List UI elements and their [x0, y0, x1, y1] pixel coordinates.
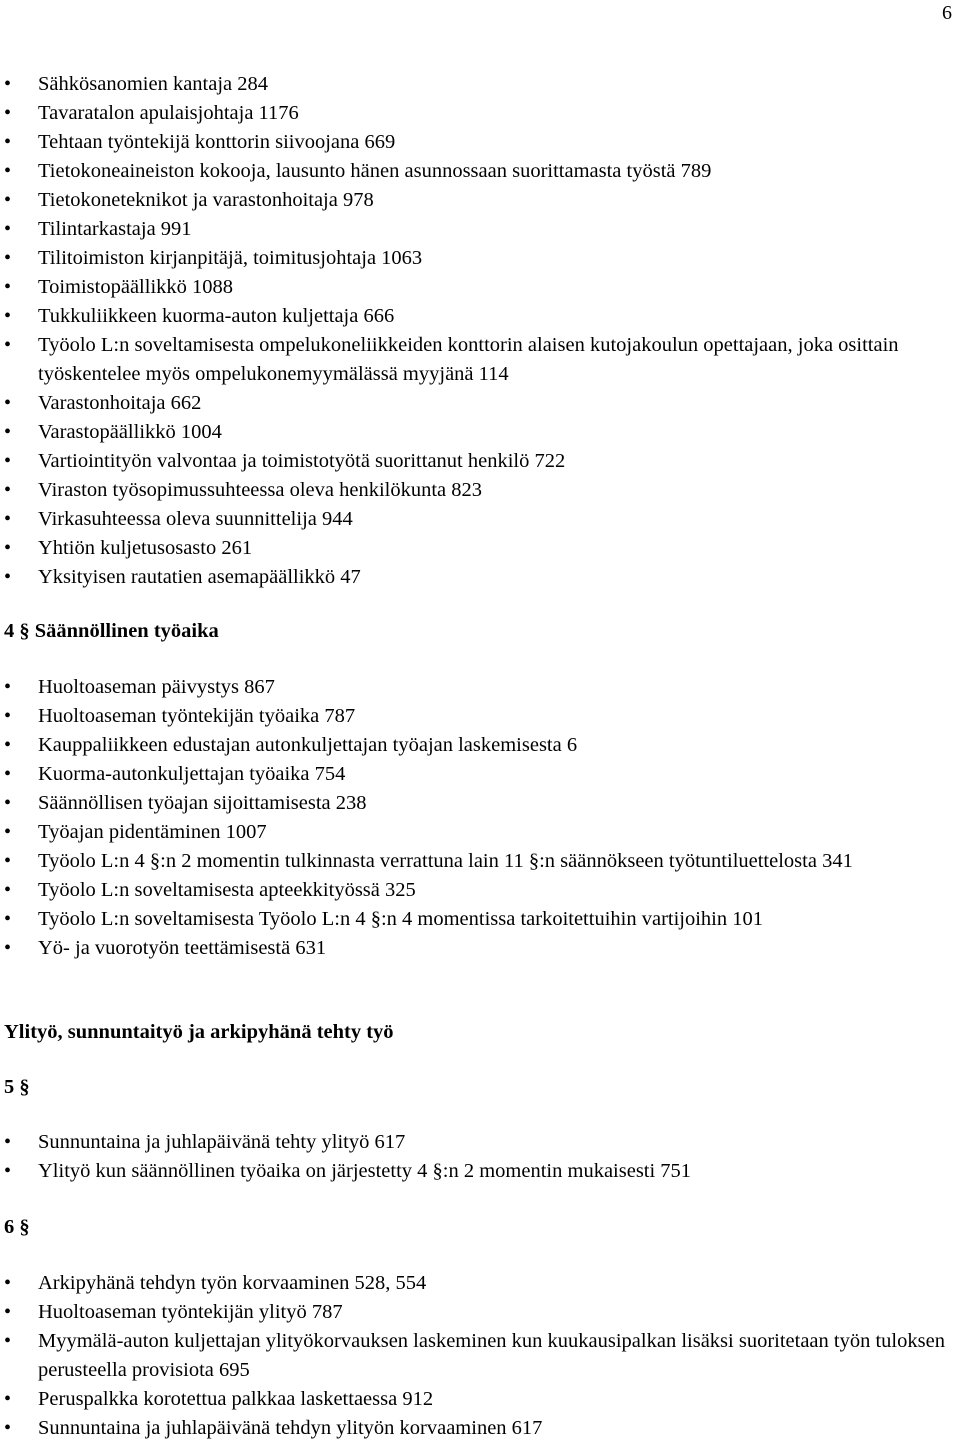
list-item: • Yhtiön kuljetusosasto 261 — [0, 534, 958, 563]
section-3-list — [0, 1128, 958, 1186]
section-2-list — [0, 673, 958, 963]
list-item: • Työolo L:n soveltamisesta ompelukoneliikkeiden konttorin alaisen kutojakoulun opettajaan, joka osittain työskentelee myös ompelukonemyymälässä myyjänä 114 — [0, 331, 958, 389]
list-item: • Yksityisen rautatien asemapäällikkö 47 — [0, 563, 958, 592]
list-item: • Varastopäällikkö 1004 — [0, 418, 958, 447]
section-1-list-container — [0, 70, 958, 592]
list-item: • Yö- ja vuorotyön teettämisestä 631 — [0, 934, 958, 963]
list-item: • Tukkuliikkeen kuorma-auton kuljettaja 666 — [0, 302, 958, 331]
list-item: • Arkipyhänä tehdyn työn korvaaminen 528, 554 — [0, 1269, 958, 1298]
section-heading-6: 6 § — [4, 1216, 30, 1238]
list-item: • Myymälä-auton kuljettajan ylityökorvauksen laskeminen kun kuukausipalkan lisäksi suoritetaan työn tuloksen perusteella provisiota 695 — [0, 1327, 958, 1385]
list-item: • Tietokoneaineiston kokooja, lausunto hänen asunnossaan suorittamasta työstä 789 — [0, 157, 958, 186]
list-item: • Tavaratalon apulaisjohtaja 1176 — [0, 99, 958, 128]
section-3-list-container — [0, 1128, 958, 1186]
list-item: • Sähkösanomien kantaja 284 — [0, 70, 958, 99]
page-number: 6 — [942, 2, 952, 24]
list-item: • Sunnuntaina ja juhlapäivänä tehty ylityö 617 — [0, 1128, 958, 1157]
list-item: • Tehtaan työntekijä konttorin siivoojana 669 — [0, 128, 958, 157]
section-4-list-container — [0, 1269, 958, 1443]
list-item: • Vartiointityön valvontaa ja toimistotyötä suorittanut henkilö 722 — [0, 447, 958, 476]
section-1-list — [0, 70, 958, 592]
section-heading-4: 4 § Säännöllinen työaika — [4, 620, 219, 642]
list-item: • Huoltoaseman työntekijän ylityö 787 — [0, 1298, 958, 1327]
list-item: • Peruspalkka korotettua palkkaa laskettaessa 912 — [0, 1385, 958, 1414]
section-heading-5: 5 § — [4, 1076, 30, 1098]
list-item: • Tilintarkastaja 991 — [0, 215, 958, 244]
list-item: • Työolo L:n 4 §:n 2 momentin tulkinnasta verrattuna lain 11 §:n säännökseen työtuntiluettelosta 341 — [0, 847, 958, 876]
list-item: • Sunnuntaina ja juhlapäivänä tehdyn ylityön korvaaminen 617 — [0, 1414, 958, 1443]
list-item: • Säännöllisen työajan sijoittamisesta 238 — [0, 789, 958, 818]
list-item: • Tietokoneteknikot ja varastonhoitaja 978 — [0, 186, 958, 215]
list-item: • Työolo L:n soveltamisesta apteekkityössä 325 — [0, 876, 958, 905]
section-2-list-container — [0, 673, 958, 963]
list-item: • Kauppaliikkeen edustajan autonkuljettajan työajan laskemisesta 6 — [0, 731, 958, 760]
list-item: • Tilitoimiston kirjanpitäjä, toimitusjohtaja 1063 — [0, 244, 958, 273]
list-item: • Ylityö kun säännöllinen työaika on järjestetty 4 §:n 2 momentin mukaisesti 751 — [0, 1157, 958, 1186]
list-item: • Viraston työsopimussuhteessa oleva henkilökunta 823 — [0, 476, 958, 505]
list-item: • Kuorma-autonkuljettajan työaika 754 — [0, 760, 958, 789]
list-item: • Virkasuhteessa oleva suunnittelija 944 — [0, 505, 958, 534]
chapter-heading-overtime: Ylityö, sunnuntaityö ja arkipyhänä tehty työ — [4, 1021, 394, 1043]
list-item: • Varastonhoitaja 662 — [0, 389, 958, 418]
list-item: • Huoltoaseman työntekijän työaika 787 — [0, 702, 958, 731]
list-item: • Toimistopäällikkö 1088 — [0, 273, 958, 302]
list-item: • Työolo L:n soveltamisesta Työolo L:n 4 §:n 4 momentissa tarkoitettuihin vartijoihin 101 — [0, 905, 958, 934]
list-item: • Huoltoaseman päivystys 867 — [0, 673, 958, 702]
section-4-list — [0, 1269, 958, 1443]
list-item: • Työajan pidentäminen 1007 — [0, 818, 958, 847]
